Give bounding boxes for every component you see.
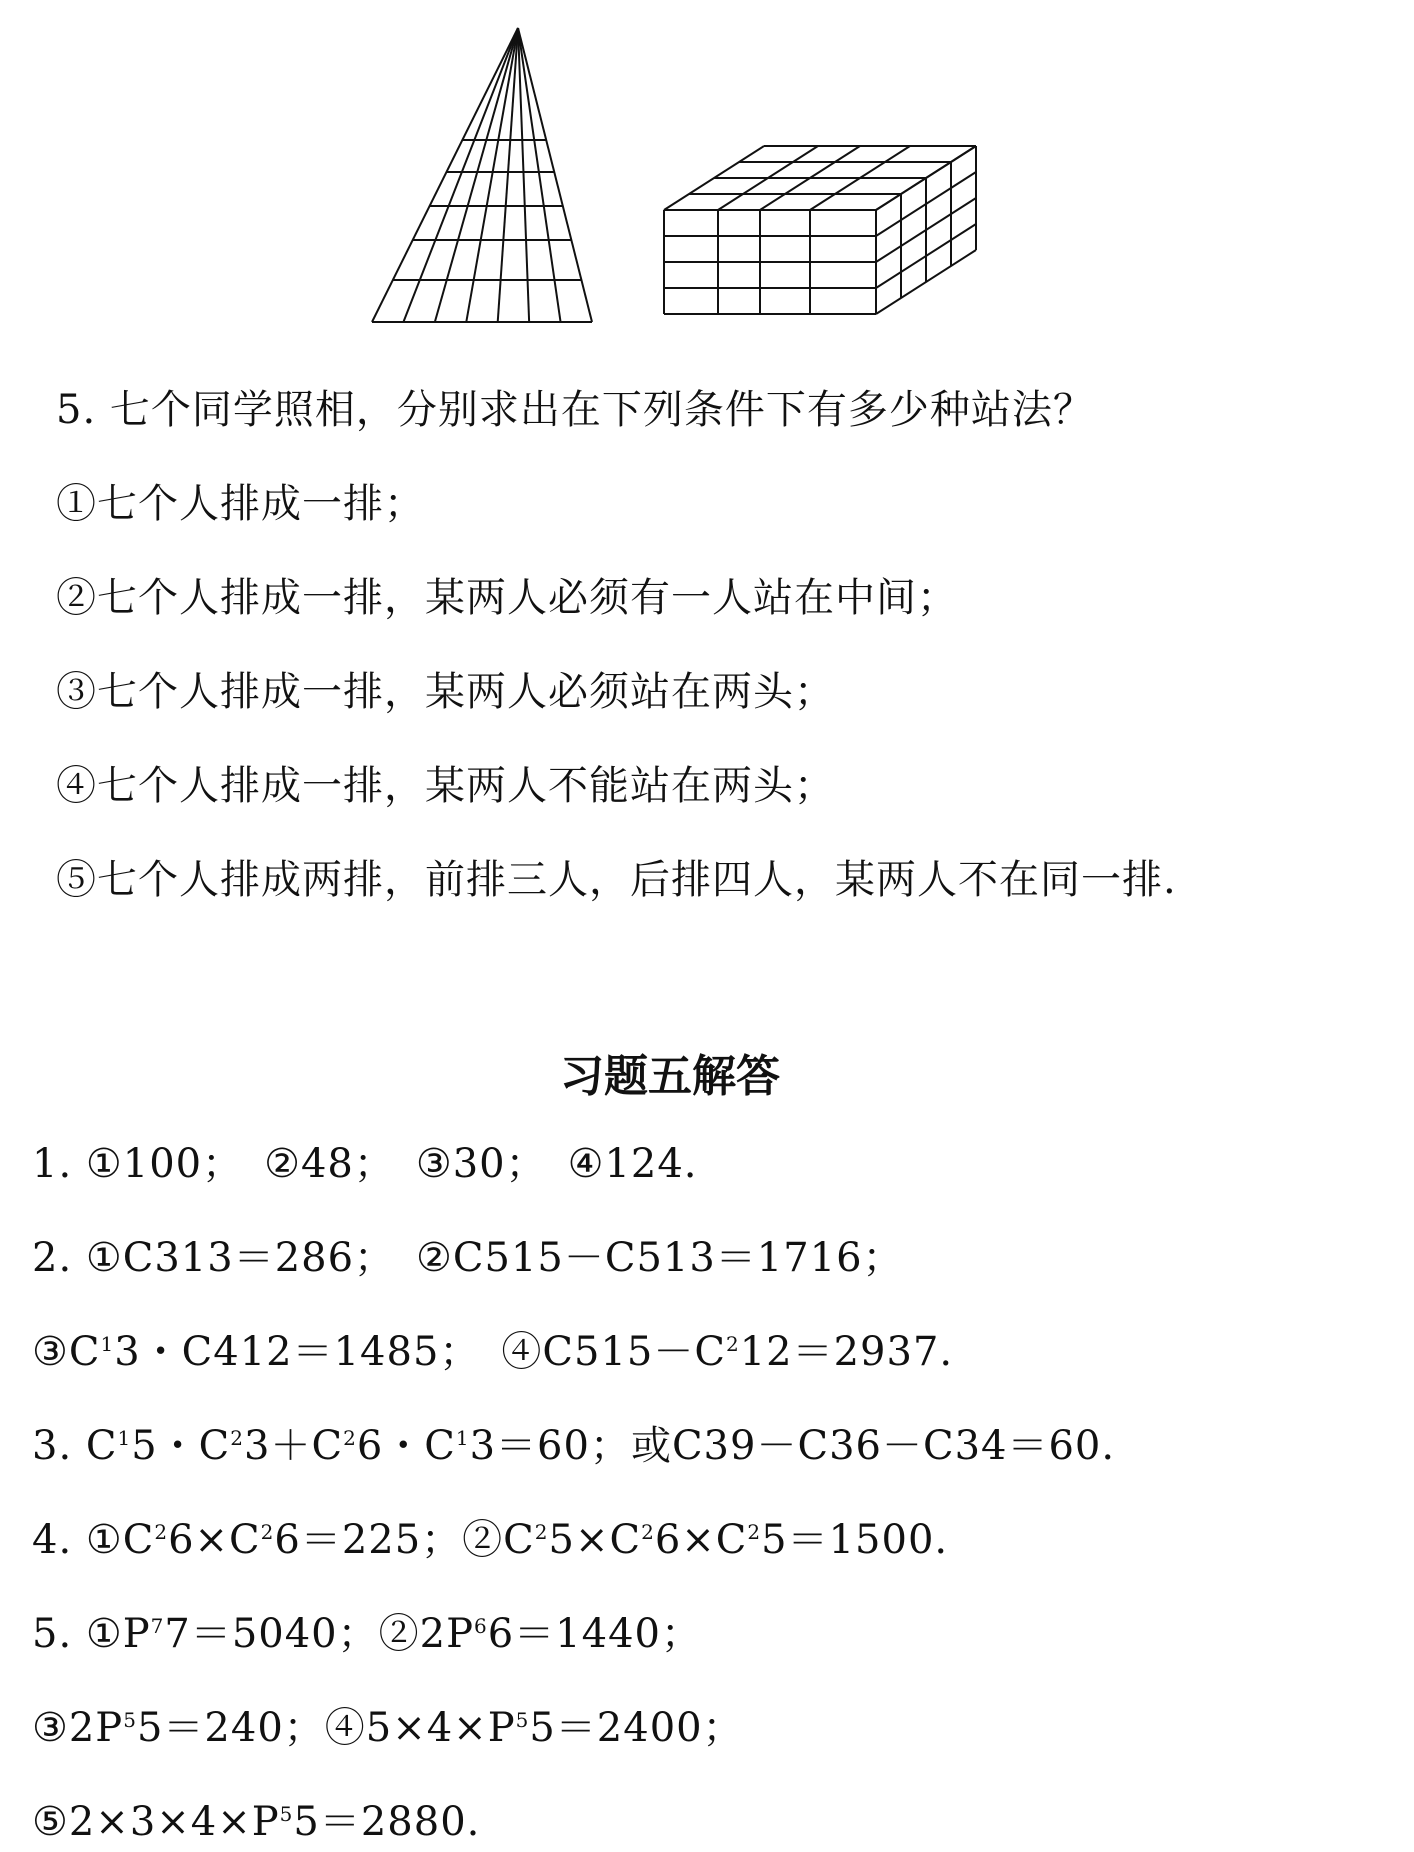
answer-text: 5・C [131,1423,231,1469]
superscript: 2 [725,1332,740,1356]
superscript: 2 [343,1426,357,1450]
superscript: 2 [154,1520,169,1544]
superscript: 2 [534,1520,549,1544]
answer-text: 2. ①C313＝286； ②C515－C513＝1716； [32,1235,904,1281]
answer-text: 6×C [168,1517,261,1563]
answer-text: 5×C [548,1517,642,1563]
answer-text: ⑤2×3×4×P [32,1799,280,1845]
answer-line [32,1234,904,1282]
answer-text: 5. ①P [32,1611,151,1657]
answer-text: 3・C412＝1485； ④C515－C [114,1329,726,1375]
superscript: 1 [100,1332,115,1356]
superscript: 1 [117,1426,132,1450]
superscript: 7 [150,1614,165,1638]
answer-text: 3. C [32,1423,118,1469]
problem-item: ②七个人排成一排，某两人必须有一人站在中间； [56,575,958,621]
answer-text: 6・C [356,1423,456,1469]
answer-line [32,1704,744,1758]
answer-text: 5＝2400； [529,1705,744,1751]
superscript: 2 [260,1520,275,1544]
answer-text: 6＝1440； [487,1611,702,1657]
answer-text: 5＝240；④5×4×P [136,1705,516,1751]
superscript: 2 [641,1520,655,1544]
answer-line [32,1328,953,1382]
answer-line [32,1798,480,1852]
superscript: 5 [515,1708,530,1732]
answer-text: 3＝60；或C39－C36－C34＝60. [469,1423,1116,1469]
problem-item: ③七个人排成一排，某两人必须站在两头； [56,669,835,715]
superscript: 6 [474,1614,488,1638]
answer-text: ③C [32,1329,101,1375]
answer-line [32,1422,1115,1476]
superscript: 5 [279,1802,294,1826]
answer-text: 1. ①100； ②48； ③30； ④124. [32,1141,698,1187]
answer-text: 4. ①C [32,1517,155,1563]
superscript: 2 [230,1426,245,1450]
problem-item: ①七个人排成一排； [56,481,425,527]
problem-item: ④七个人排成一排，某两人不能站在两头； [56,763,835,809]
problem-item: ⑤七个人排成两排，前排三人，后排四人，某两人不在同一排. [56,857,1177,903]
answer-text: 7＝5040；②2P [164,1611,474,1657]
answer-line [32,1516,948,1570]
answer-text: ③2P [32,1705,124,1751]
answer-text: 5＝2880. [293,1799,481,1845]
answer-line [32,1610,702,1664]
superscript: 2 [747,1520,762,1544]
box-figure [664,146,976,314]
superscript: 5 [123,1708,137,1732]
answer-line [32,1140,698,1188]
answer-text: 3＋C [244,1423,344,1469]
answer-text: 6＝225；②C [274,1517,535,1563]
pyramid-figure [372,28,592,322]
pyramid-edge [435,28,518,322]
answer-text: 12＝2937. [739,1329,954,1375]
answer-text: 5＝1500. [761,1517,949,1563]
pyramid-edge [372,28,518,322]
problem-question: 5. 七个同学照相，分别求出在下列条件下有多少种站法？ [56,387,1094,433]
superscript: 1 [455,1426,470,1450]
figures [0,0,1414,340]
answer-text: 6×C [654,1517,748,1563]
answers-title: 习题五解答 [560,1051,780,1102]
pyramid-edge [466,28,518,322]
